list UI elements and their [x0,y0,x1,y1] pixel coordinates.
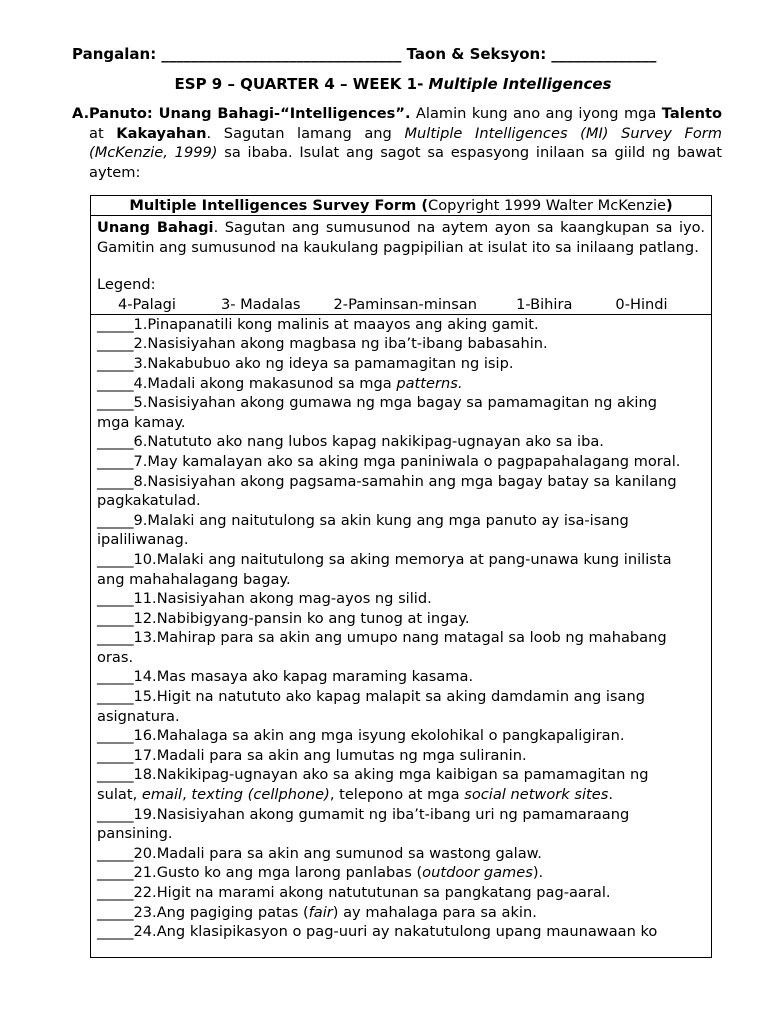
survey-item-line [97,844,705,864]
survey-item-line [97,863,705,883]
answer-blank[interactable]: _____6. [97,433,148,451]
survey-item-text [147,334,705,354]
survey-item-statement: Nasisiyahan akong magbasa ng iba’t-ibang babasahin. [147,335,548,353]
instructions-text: sa ibaba. Isulat ang sagot sa espasyong inilaan sa giild ng bawat aytem: [89,144,722,181]
survey-item-continuation: oras. [97,648,134,666]
answer-blank[interactable]: _____13. [97,629,157,647]
survey-item-line [97,883,705,903]
survey-item-line [97,628,705,648]
legend-item: 1-Bihira [516,295,573,313]
survey-item-line [97,374,705,394]
survey-item-statement: Nabibigyang-pansin ko ang tunog at ingay. [156,609,470,627]
answer-blank[interactable]: _____9. [97,511,148,529]
survey-item-line [97,589,705,609]
survey-item-statement: Mahirap para sa akin ang umupo nang matagal sa loob ng mahabang [156,629,667,647]
survey-item-text [147,452,705,472]
answer-blank[interactable]: _____4. [97,374,148,392]
legend [91,295,711,315]
survey-item [97,589,705,609]
survey-item-line [97,667,705,687]
survey-item-continuation-part: email [141,786,183,804]
survey-item-statement: Pinapanatili kong malinis at maayos ang aking gamit. [147,315,539,333]
name-section-header [72,45,712,65]
legend-title: Legend: [97,276,156,294]
survey-item-statement: Nakabubuo ako ng ideya sa pamamagitan ng isip. [147,354,514,372]
survey-item-continuation: pansining. [97,825,173,843]
survey-item-statement: Nasisiyahan akong pagsama-samahin ang mga bagay batay sa kanilang [147,472,677,490]
answer-blank[interactable]: _____12. [97,609,157,627]
survey-item-line [97,609,705,629]
instructions-text: . Sagutan lamang ang [206,124,405,142]
survey-item [97,432,705,452]
survey-item-line [97,315,705,335]
survey-item [97,765,705,804]
survey-item-text [147,432,705,452]
instructions-text: Alamin kung ano ang iyong mga [410,105,662,122]
survey-item-statement: Madali akong makasunod sa mga [147,374,397,392]
answer-blank[interactable]: _____20. [97,844,157,862]
answer-blank[interactable]: _____23. [97,903,157,921]
survey-form [90,195,712,958]
survey-item-text [157,844,705,864]
part-heading: Unang Bahagi [97,219,214,236]
survey-item [97,922,705,942]
survey-item-continuation-part: , telepono at mga [329,786,465,804]
survey-item-text [157,805,705,825]
survey-item-line [97,511,705,531]
survey-item-statement: Ang pagiging patas ( [156,903,309,921]
survey-item-statement: Nasisiyahan akong gumamit ng iba’t-ibang uri ng pamamaraang [156,805,630,823]
survey-item [97,687,705,726]
answer-blank[interactable]: _____18. [97,766,157,784]
part-text: . Sagutan ang sumusunod na aytem ayon sa kaangkupan sa iyo. Gamitin ang sumusunod na kaukulang pagpipilian at isulat ito sa inilaang patlang. [97,219,705,256]
survey-item-statement: Malaki ang naitutulong sa akin kung ang mga panuto ay isa-isang [147,511,629,529]
survey-item-continuation-part: sulat, [97,786,142,804]
survey-item-statement: Mas masaya ako kapag maraming kasama. [156,668,474,686]
survey-item-statement: Ang klasipikasyon o pag-uuri ay nakatutulong upang maunawaan ko [156,923,658,941]
survey-form-title-close: ) [666,197,673,214]
survey-item-text [157,609,705,629]
survey-item-text [147,374,705,394]
survey-item-text [157,746,705,766]
survey-item-text [157,550,705,570]
answer-blank[interactable]: _____10. [97,550,157,568]
survey-item-line [97,922,705,942]
survey-item-statement-end: ). [532,864,544,882]
legend-item: 3- Madalas [220,295,301,313]
page-title [0,75,768,95]
survey-item [97,354,705,374]
answer-blank[interactable]: _____2. [97,335,148,353]
survey-item [97,903,705,923]
survey-item [97,863,705,883]
survey-item-line [97,805,705,825]
survey-item-statement: Gusto ko ang mga larong panlabas ( [156,864,423,882]
survey-item-statement-end: ) ay mahalaga para sa akin. [332,903,537,921]
survey-item-text [157,863,705,883]
legend-item: 0-Hindi [615,295,668,313]
answer-blank[interactable]: _____7. [97,452,148,470]
answer-blank[interactable]: _____14. [97,668,157,686]
survey-item [97,609,705,629]
survey-item [97,472,705,511]
survey-item-text [147,472,705,492]
survey-item-text [157,765,705,785]
survey-item [97,667,705,687]
survey-item-line [97,746,705,766]
answer-blank[interactable]: _____16. [97,727,157,745]
survey-item-statement: Natututo ako nang lubos kapag nakikipag-ugnayan ako sa iba. [147,433,604,451]
survey-item-emphasis: fair [308,903,333,921]
answer-blank[interactable]: _____3. [97,354,148,372]
survey-item-line [97,550,705,570]
survey-item [97,883,705,903]
survey-item-text [157,726,705,746]
survey-form-title-bold: Multiple Intelligences Survey Form ( [129,197,429,214]
answer-blank[interactable]: _____17. [97,746,157,764]
survey-item-text [147,393,705,413]
survey-item-continuation: asignatura. [97,707,180,725]
survey-item-text [147,511,705,531]
answer-blank[interactable]: _____11. [97,590,157,608]
survey-item-line [97,334,705,354]
legend-item: 2-Paminsan-minsan [333,295,478,313]
survey-item-line [97,393,705,413]
survey-item-statement: Higit na marami akong natututunan sa pangkatang pag-aaral. [156,884,611,901]
survey-item [97,844,705,864]
survey-item-text [157,628,705,648]
survey-item-line [97,354,705,374]
survey-item [97,726,705,746]
answer-blank[interactable]: _____1. [97,315,148,333]
survey-item-text [157,687,705,707]
survey-item [97,334,705,354]
survey-item [97,628,705,667]
survey-item [97,511,705,550]
survey-item-line [97,687,705,707]
survey-item-text [157,883,705,903]
answer-blank[interactable]: _____24. [97,923,157,941]
survey-form-title [91,196,711,216]
survey-item [97,374,705,394]
answer-blank[interactable]: _____19. [97,805,157,823]
survey-item [97,746,705,766]
survey-item-continuation-part: texting (cellphone) [191,786,330,804]
survey-item-statement: Nasisiyahan akong mag-ayos ng silid. [156,590,432,608]
survey-item-line [97,903,705,923]
instructions-term-kakayahan: Kakayahan [116,124,207,142]
survey-item-emphasis: patterns. [396,374,463,392]
survey-item-line [97,432,705,452]
answer-blank[interactable]: _____21. [97,864,157,882]
survey-item-text [147,354,705,374]
survey-item-text [157,667,705,687]
survey-item [97,550,705,589]
survey-item-continuation [97,785,705,805]
instructions [72,104,722,182]
survey-item-continuation: ipaliliwanag. [97,531,189,549]
survey-item-statement: Higit na natututo ako kapag malapit sa aking damdamin ang isang [156,688,645,706]
survey-item-text [157,903,705,923]
survey-item [97,452,705,472]
survey-item-statement: May kamalayan ako sa aking mga paniniwala o pagpapahalagang moral. [147,452,681,470]
survey-items [91,315,711,942]
legend-item: 4-Palagi [118,295,176,313]
survey-item-statement: Nakikipag-ugnayan ako sa aking mga kaibigan sa pamamagitan ng [156,766,649,784]
survey-item-statement: Madali para sa akin ang sumunod sa wastong galaw. [156,844,542,862]
survey-item-line [97,765,705,785]
part-instructions [91,216,711,257]
name-section-label: Pangalan: ________________________________ Taon & Seksyon: ______________ [72,45,657,63]
survey-item [97,805,705,844]
survey-item-line [97,452,705,472]
survey-item-text [147,315,705,335]
survey-item-emphasis: outdoor games [422,864,533,882]
answer-blank[interactable]: _____22. [97,884,157,901]
answer-blank[interactable]: _____5. [97,394,148,412]
instructions-term-talento: Talento [661,105,723,122]
survey-item-text [157,922,705,942]
survey-item-text [157,589,705,609]
survey-item-continuation: pagkakatulad. [97,492,201,510]
instructions-heading: Panuto: Unang Bahagi-“Intelligences”. [89,105,411,122]
instructions-body [89,104,722,182]
answer-blank[interactable]: _____8. [97,472,148,490]
survey-item-statement: Madali para sa akin ang lumutas ng mga suliranin. [156,746,527,764]
answer-blank[interactable]: _____15. [97,688,157,706]
instructions-form-name: Multiple Intelligences (MI) Survey Form (McKenzie, 1999) [89,124,722,162]
instructions-text: at [89,124,117,142]
survey-item [97,315,705,335]
survey-item-continuation-part: social network sites [464,786,609,804]
survey-form-copyright: Copyright 1999 Walter McKenzie [428,197,666,214]
instructions-letter: A. [72,105,90,122]
survey-item-continuation-part: . [608,786,613,804]
survey-item-line [97,726,705,746]
title-topic: Multiple Intelligences [428,75,612,93]
survey-item [97,393,705,432]
survey-item-continuation-part: , [182,786,192,804]
survey-item-continuation: ang mahahalagang bagay. [97,570,291,588]
title-prefix: ESP 9 – QUARTER 4 – WEEK 1- [174,75,429,93]
survey-item-statement: Malaki ang naitutulong sa aking memorya at pang-unawa kung inilista [156,550,672,568]
survey-item-continuation: mga kamay. [97,413,186,431]
survey-item-statement: Nasisiyahan akong gumawa ng mga bagay sa pamamagitan ng aking [147,394,657,412]
survey-item-statement: Mahalaga sa akin ang mga isyung ekolohikal o pangkapaligiran. [156,727,625,745]
survey-item-line [97,472,705,492]
